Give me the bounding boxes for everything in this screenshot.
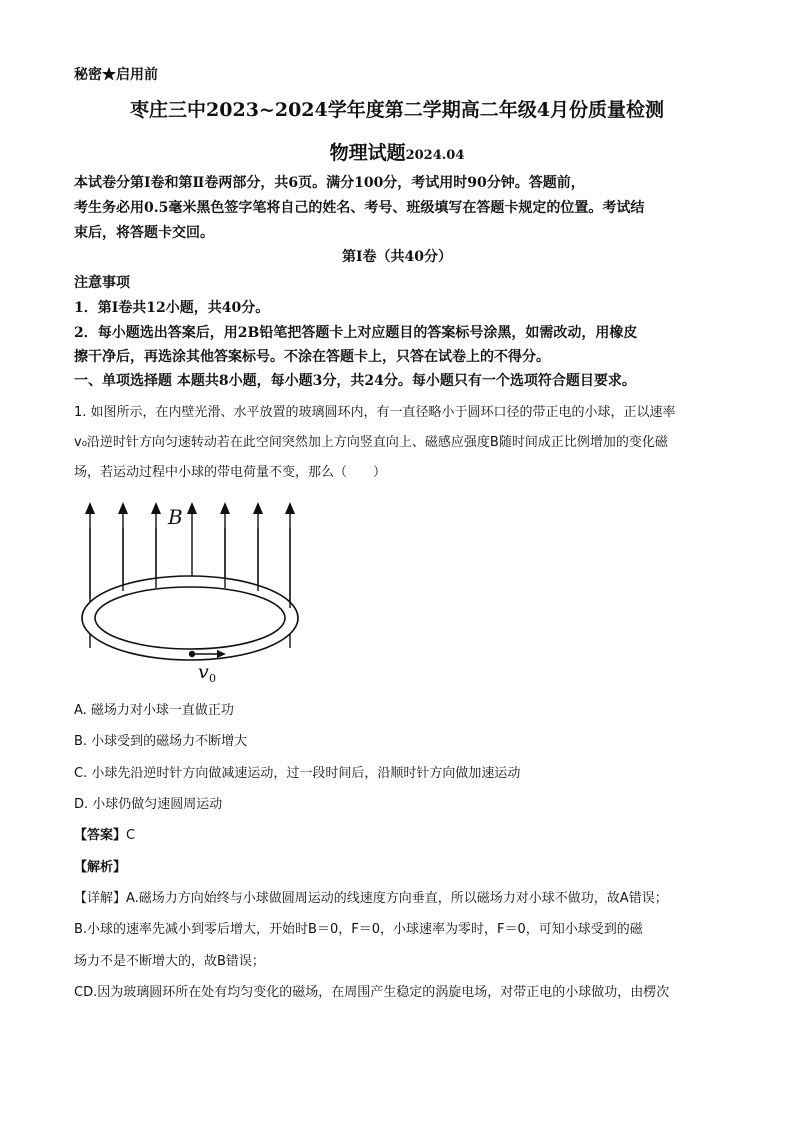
exam-title: 枣庄三中2023~2024学年度第二学期高二年级4月份质量检测 xyxy=(130,99,664,121)
option-a: A. 磁场力对小球一直做正功 xyxy=(74,703,234,718)
detail-line-1: 【详解】A.磁场力方向始终与小球做圆周运动的线速度方向垂直，所以磁场力对小球不做功，故A错误； xyxy=(74,891,668,906)
intro-line-2: 考生务必用0.5毫米黑色签字笔将自己的姓名、考号、班级填写在答题卡规定的位置。考试结 xyxy=(74,200,645,216)
notes-item-2-line-2: 擦干净后，再选涂其他答案标号。不涂在答题卡上，只答在试卷上的不得分。 xyxy=(74,349,550,365)
field-arrow-2 xyxy=(118,502,128,514)
answer-value: C xyxy=(126,828,136,843)
notes-item-1: 1．第Ⅰ卷共12小题，共40分。 xyxy=(74,300,270,316)
question-1-line-3: 场，若运动过程中小球的带电荷量不变，那么（ ） xyxy=(74,465,387,480)
magnetic-ring-figure xyxy=(70,498,310,688)
secret-label: 秘密★启用前 xyxy=(74,67,158,83)
field-arrow-3 xyxy=(151,502,161,514)
option-d: D. 小球仍做匀速圆周运动 xyxy=(74,797,223,812)
answer-label: 【答案】 xyxy=(74,828,127,843)
field-arrow-5 xyxy=(220,502,230,514)
analysis-label: 【解析】 xyxy=(74,860,127,875)
part-heading: 一、单项选择题 本题共8小题，每小题3分，共24分。每小题只有一个选项符合题目要求。 xyxy=(74,373,636,389)
field-arrow-4 xyxy=(187,502,197,514)
question-1-line-1: 1. 如图所示，在内壁光滑、水平放置的玻璃圆环内，有一直径略小于圆环口径的带正电的小球，正以速率 xyxy=(74,405,676,420)
detail-line-4: CD.因为玻璃圆环所在处有均匀变化的磁场，在周围产生稳定的涡旋电场，对带正电的小球做功，由楞次 xyxy=(74,985,670,1000)
field-arrow-7 xyxy=(285,502,295,514)
exam-date: 2024.04 xyxy=(405,148,465,163)
option-b: B. 小球受到的磁场力不断增大 xyxy=(74,734,248,749)
notes-heading: 注意事项 xyxy=(74,275,130,291)
ring-inner xyxy=(95,587,285,649)
charged-ball xyxy=(189,651,195,657)
subject-title-row xyxy=(0,138,794,165)
detail-line-3: 场力不是不断增大的，故B错误； xyxy=(74,954,265,969)
intro-line-3: 束后，将答题卡交回。 xyxy=(74,225,214,241)
field-arrow-6 xyxy=(253,502,263,514)
subject-title: 物理试题 xyxy=(329,142,406,164)
velocity-label: v xyxy=(198,661,209,683)
field-label-b: B xyxy=(168,505,183,529)
intro-line-1: 本试卷分第Ⅰ卷和第Ⅱ卷两部分，共6页。满分100分，考试用时90分钟。答题前， xyxy=(74,175,585,191)
answer-row xyxy=(74,824,135,843)
notes-item-2-line-1: 2．每小题选出答案后，用2B铅笔把答题卡上对应题目的答案标号涂黑，如需改动，用橡皮 xyxy=(74,325,638,341)
field-arrow-1 xyxy=(85,502,95,514)
section-title: 第Ⅰ卷（共40分） xyxy=(341,249,453,265)
option-c: C. 小球先沿逆时针方向做减速运动，过一段时间后，沿顺时针方向做加速运动 xyxy=(74,766,521,781)
question-1-line-2: v₀沿逆时针方向匀速转动若在此空间突然加上方向竖直向上、磁感应强度B随时间成正比例增加的变化磁 xyxy=(74,435,668,450)
velocity-subscript: 0 xyxy=(209,672,216,685)
detail-line-2: B.小球的速率先减小到零后增大，开始时B＝0，F＝0，小球速率为零时，F＝0，可知小球受到的磁 xyxy=(74,922,643,937)
